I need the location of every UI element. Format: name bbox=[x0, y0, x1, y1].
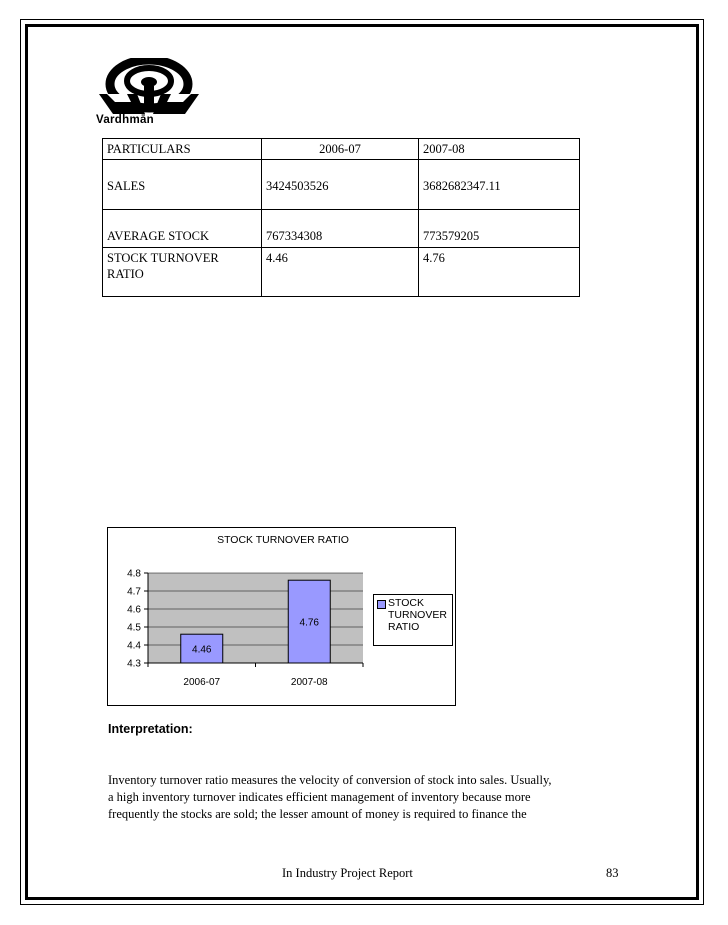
interpretation-body bbox=[108, 772, 628, 823]
stock-turnover-chart bbox=[107, 527, 456, 706]
interpretation-heading: Interpretation: bbox=[108, 722, 193, 736]
y-tick-label: 4.7 bbox=[127, 586, 141, 598]
table-header-row bbox=[103, 139, 580, 160]
interpretation-line-1: Inventory turnover ratio measures the velocity of conversion of stock into sales. Usually, bbox=[108, 773, 552, 787]
cell-average-stock-label: AVERAGE STOCK bbox=[103, 210, 262, 248]
interpretation-line-3: frequently the stocks are sold; the lesser amount of money is required to finance the bbox=[108, 807, 527, 821]
header-2006-07: 2006-07 bbox=[262, 139, 419, 160]
chart-title: STOCK TURNOVER RATIO bbox=[217, 534, 349, 546]
legend-line-1: STOCK bbox=[388, 597, 424, 609]
table-row bbox=[103, 160, 580, 210]
cell-sales-2006-07: 3424503526 bbox=[262, 160, 419, 210]
y-tick-label: 4.6 bbox=[127, 604, 141, 616]
financial-data-table bbox=[102, 138, 580, 297]
table-row bbox=[103, 248, 580, 297]
y-tick-label: 4.4 bbox=[127, 640, 141, 652]
interpretation-line-2: a high inventory turnover indicates efficient management of inventory because more bbox=[108, 790, 531, 804]
cell-average-stock-2007-08: 773579205 bbox=[419, 210, 580, 248]
cell-sales-2007-08: 3682682347.11 bbox=[419, 160, 580, 210]
cell-sales-label: SALES bbox=[103, 160, 262, 210]
legend-line-2: TURNOVER bbox=[388, 609, 447, 621]
legend-line-3: RATIO bbox=[388, 621, 420, 633]
logo-brand-text: Vardhmān bbox=[96, 114, 155, 126]
data-label-2007-08: 4.76 bbox=[299, 617, 319, 629]
footer-page-number: 83 bbox=[606, 866, 619, 880]
cell-stock-turnover-2006-07: 4.46 bbox=[262, 248, 419, 297]
cell-stock-turnover-label: STOCK TURNOVER RATIO bbox=[103, 248, 262, 297]
footer-report-title: In Industry Project Report bbox=[282, 866, 413, 880]
x-tick-label-2007-08: 2007-08 bbox=[290, 677, 328, 688]
cell-average-stock-2006-07: 767334308 bbox=[262, 210, 419, 248]
header-2007-08: 2007-08 bbox=[419, 139, 580, 160]
cell-stock-turnover-2007-08: 4.76 bbox=[419, 248, 580, 297]
y-tick-label: 4.5 bbox=[127, 622, 141, 634]
table-row bbox=[103, 210, 580, 248]
data-label-2006-07: 4.46 bbox=[192, 644, 212, 656]
chart-legend bbox=[373, 594, 453, 646]
x-tick-label-2006-07: 2006-07 bbox=[183, 677, 221, 688]
y-tick-label: 4.8 bbox=[127, 568, 141, 580]
y-tick-label: 4.3 bbox=[127, 658, 141, 670]
legend-swatch bbox=[377, 600, 386, 609]
header-particulars: PARTICULARS bbox=[103, 139, 262, 160]
